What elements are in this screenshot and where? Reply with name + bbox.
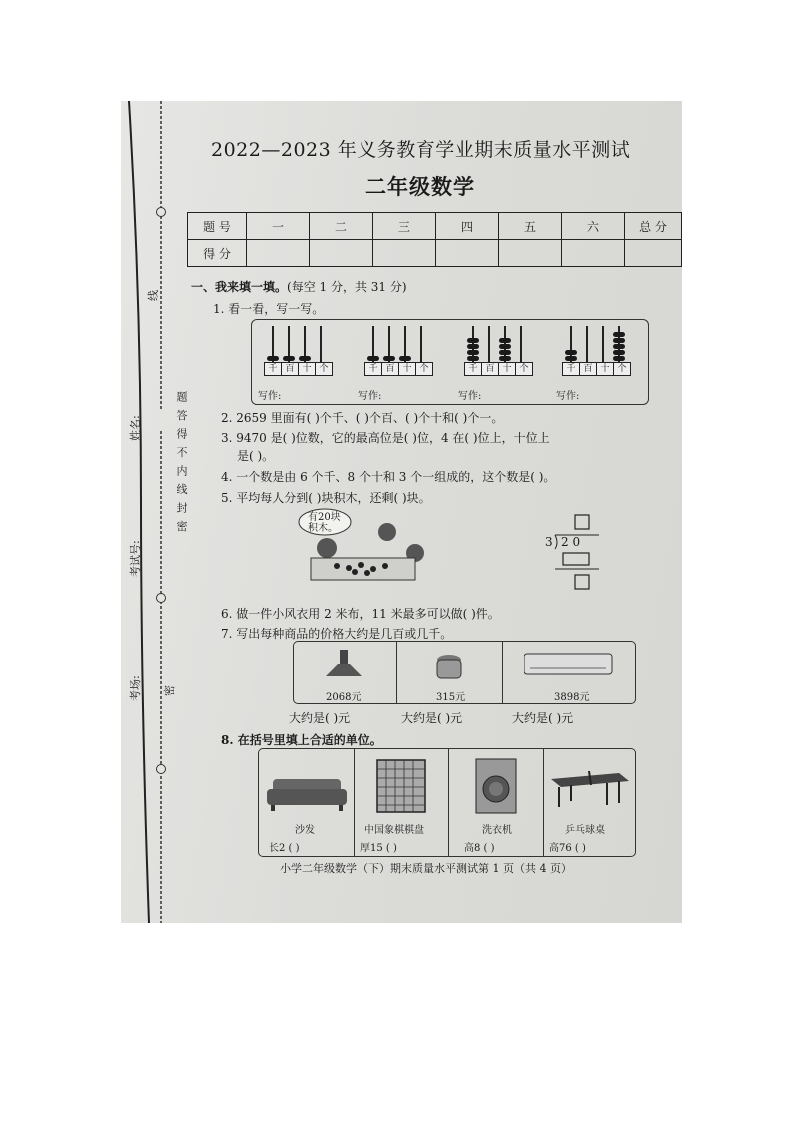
exam-title: 2022—2023 年义务教育学业期末质量水平测试 [211,139,631,161]
name-field[interactable]: 姓名: [129,415,142,441]
write-label: 写作: [358,391,382,402]
item-fill[interactable]: 长2 ( ) [269,843,300,854]
air-conditioner-icon [524,652,614,678]
abacus [452,320,548,404]
abacus-panel [251,319,649,405]
write-label: 写作: [556,391,580,402]
binding-circle [156,593,166,603]
seal-warning: 题 答 得 不 内 线 封 密 [175,391,188,534]
division-frame[interactable] [541,513,601,597]
unit-item-washer [450,749,544,856]
abacus [252,320,348,404]
price-label: 315元 [436,692,466,703]
binding-line-label: 线 [147,290,160,301]
item-name: 中国象棋棋盘 [364,825,424,836]
sofa-icon [265,777,349,813]
exam-subtitle: 二年级数学 [365,174,475,199]
item-name: 沙发 [295,825,315,836]
estimate-3: 大约是( )元 [512,711,574,725]
range-hood-icon [324,650,364,684]
price-label: 3898元 [554,692,590,703]
speech-bubble: 有20块积木。 [308,512,341,534]
score-cell[interactable] [625,240,682,267]
goods-panel [293,641,636,704]
chessboard-icon [376,759,426,813]
question-8: 8. 在括号里填上合适的单位。 [221,733,382,747]
score-cell[interactable] [562,240,625,267]
division-divisor: 3 [545,535,553,549]
exam-paper [121,101,682,923]
item-fill[interactable]: 厚15 ( ) [360,843,397,854]
goods-hood [294,642,397,703]
place-value-labels: 千 百 十 个 [562,362,631,376]
abacus [550,320,646,404]
washing-machine-icon [474,757,518,815]
price-label: 2068元 [326,692,362,703]
binding-circle [156,207,166,217]
write-label: 写作: [458,391,482,402]
section-heading: 一、我来填一填。(每空 1 分，共 31 分) [191,280,407,294]
place-value-labels: 千 百 十 个 [264,362,333,376]
goods-cooker [398,642,503,703]
score-table [187,212,682,267]
place-value-labels: 千 百 十 个 [464,362,533,376]
score-cell[interactable] [373,240,436,267]
score-header: 一 [247,213,310,240]
question-7: 7. 写出每种商品的价格大约是几百或几千。 [221,627,453,641]
estimate-1: 大约是( )元 [289,711,351,725]
score-header: 三 [373,213,436,240]
question-6: 6. 做一件小风衣用 2 米布，11 米最多可以做( )件。 [221,607,500,621]
exam-number-field[interactable]: 考试号: [129,540,142,577]
score-header: 四 [436,213,499,240]
score-cell[interactable] [310,240,373,267]
score-header: 六 [562,213,625,240]
write-label: 写作: [258,391,282,402]
score-header: 总 分 [625,213,682,240]
estimate-2: 大约是( )元 [401,711,463,725]
item-fill[interactable]: 高8 ( ) [464,843,495,854]
question-3: 3. 9470 是( )位数，它的最高位是( )位，4 在( )位上，十位上 [221,431,550,445]
question-1: 1. 看一看，写一写。 [213,302,325,316]
goods-aircon [504,642,635,703]
ping-pong-table-icon [549,771,631,811]
score-row-label: 得 分 [188,240,247,267]
rice-cooker-icon [434,650,464,684]
binding-circle [156,764,166,774]
exam-room-field[interactable]: 考场: [129,675,142,701]
score-header: 二 [310,213,373,240]
seal-side-label: 密 [163,685,176,696]
score-cell[interactable] [499,240,562,267]
question-4: 4. 一个数是由 6 个千、8 个十和 3 个一组成的，这个数是( )。 [221,470,556,484]
score-header: 五 [499,213,562,240]
abacus [352,320,448,404]
item-fill[interactable]: 高76 ( ) [549,843,586,854]
score-cell[interactable] [436,240,499,267]
question-5: 5. 平均每人分到( )块积木，还剩( )块。 [221,491,431,505]
unit-item-sofa [259,749,355,856]
question-3-cont: 是( )。 [237,449,275,463]
division-dividend: 2 0 [561,535,581,549]
unit-item-pingpong [545,749,635,856]
score-header: 题 号 [188,213,247,240]
page-footer: 小学二年级数学（下）期末质量水平测试第 1 页（共 4 页） [280,862,572,875]
score-cell[interactable] [247,240,310,267]
item-name: 洗衣机 [482,825,512,836]
place-value-labels: 千 百 十 个 [364,362,433,376]
question-2: 2. 2659 里面有( )个千、( )个百、( )个十和( )个一。 [221,411,504,425]
item-name: 乒乓球桌 [565,825,605,836]
units-panel [258,748,636,857]
unit-item-chessboard [356,749,449,856]
